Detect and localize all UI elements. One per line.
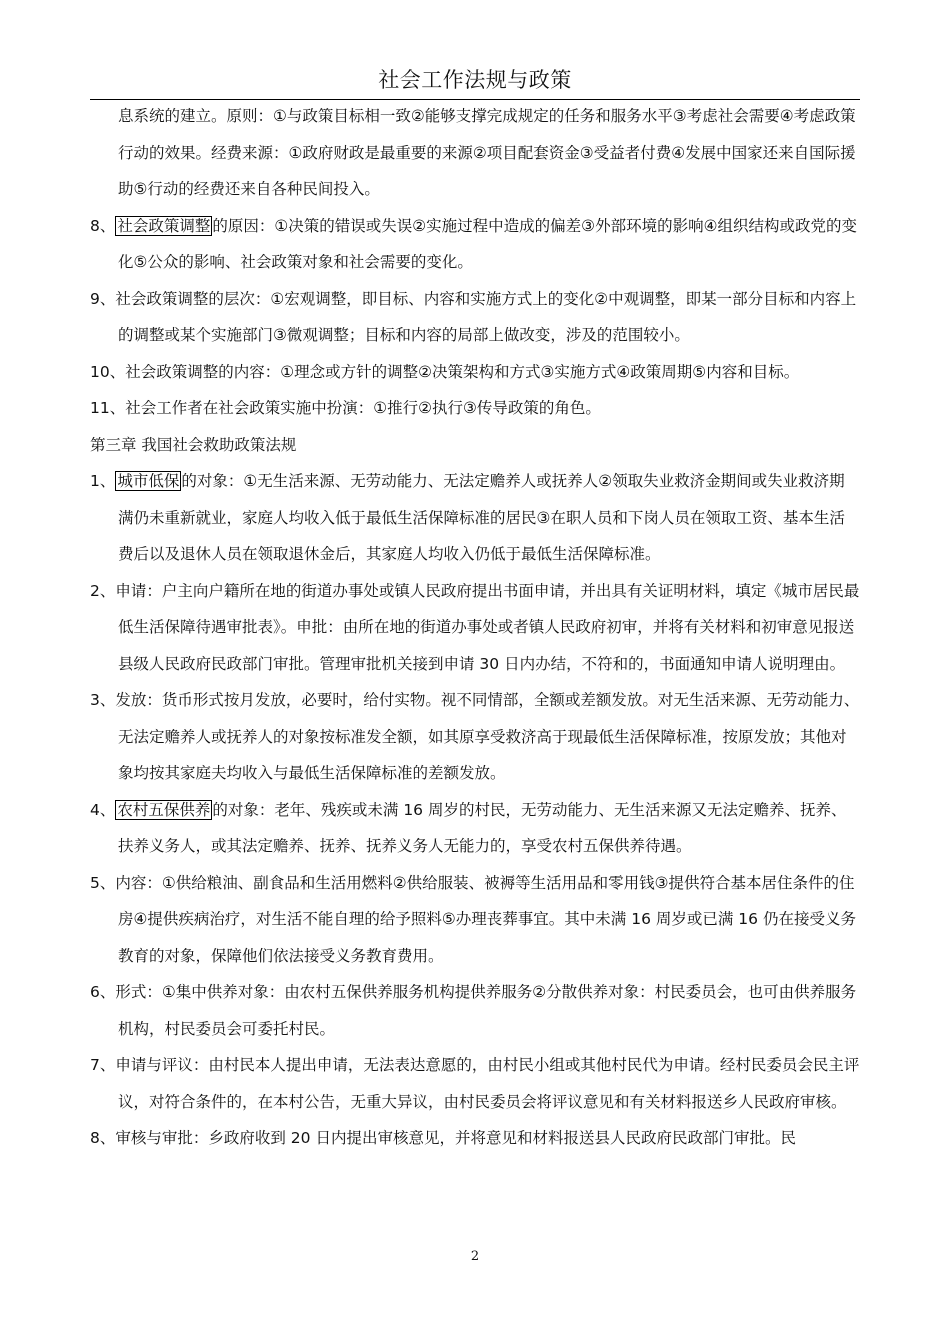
paragraph-continued: 息系统的建立。原则：①与政策目标相一致②能够支撑完成规定的任务和服务水平③考虑社会需要④考虑政策行动的效果。经费来源：①政府财政是最重要的来源②项目配套资金③受益者付费④发展中国家还来自国际援助⑤行动的经费还来自各种民间投入。	[118, 107, 856, 198]
item-8-policy-adjustment-reasons	[90, 208, 860, 281]
item-5-content: 5、内容：①供给粮油、副食品和生活用燃料②供给服装、被褥等生活用品和零用钱③提供符合基本居住条件的住房④提供疾病治疗，对生活不能自理的给予照料⑤办理丧葬事宜。其中未满 16 周岁或已满 16 仍在接受义务教育的对象，保障他们依法接受义务教育费用。	[90, 873, 856, 965]
item-text: 的原因：①决策的错误或失误②实施过程中造成的偏差③外部环境的影响④组织结构或政党的变化⑤公众的影响、社会政策对象和社会需要的变化。	[118, 216, 857, 271]
boxed-term: 农村五保供养	[117, 800, 211, 819]
item-10-adjustment-content: 10、社会政策调整的内容：①理念或方针的调整②决策架构和方式③实施方式④政策周期⑤内容和目标。	[90, 362, 800, 381]
chapter-heading: 第三章 我国社会救助政策法规	[90, 435, 297, 454]
item-6-forms: 6、形式：①集中供养对象：由农村五保供养服务机构提供养服务②分散供养对象：村民委员会，也可由供养服务机构，村民委员会可委托村民。	[90, 983, 857, 1038]
item-3-distribution: 3、发放：货币形式按月发放，必要时，给付实物。视不同情部，全额或差额发放。对无生活来源、无劳动能力、无法定赡养人或抚养人的对象按标准发全额，如其原享受救济高于现最低生活保障标准，按原发放；其他对象均按其家庭夫均收入与最低生活保障标准的差额发放。	[90, 691, 860, 782]
item-4-rural-five-guarantees	[90, 792, 860, 865]
item-2-application: 2、申请：户主向户籍所在地的街道办事处或镇人民政府提出书面申请，并出具有关证明材料，填定《城市居民最低生活保障待遇审批表》。申批：由所在地的街道办事处或者镇人民政府初审，并将有关材料和初审意见报送县级人民政府民政部门审批。管理审批机关接到申请 30 日内办结，不符和的，书面通知申请人说明理由。	[90, 581, 860, 673]
item-11-social-worker-roles: 11、社会工作者在社会政策实施中扮演：①推行②执行③传导政策的角色。	[90, 399, 601, 417]
item-text: 的对象：①无生活来源、无劳动能力、无法定赡养人或抚养人②领取失业救济金期间或失业救济期满仍未重新就业，家庭人均收入低于最低生活保障标准的居民③在职人员和下岗人员在领取工资、基本生活费后以及退休人员在领取退休金后，其家庭人均收入仍低于最低生活保障标准。	[118, 472, 845, 563]
item-9-adjustment-levels: 9、社会政策调整的层次：①宏观调整，即目标、内容和实施方式上的变化②中观调整，即某一部分目标和内容上的调整或某个实施部门③微观调整；目标和内容的局部上做改变，涉及的范围较小。	[90, 289, 857, 344]
item-1-urban-dibao	[90, 463, 860, 573]
item-7-application-review: 7、申请与评议：由村民本人提出申请，无法表达意愿的，由村民小组或其他村民代为申请。经村民委员会民主评议，对符合条件的，在本村公告，无重大异议，由村民委员会将评议意见和有关材料报送乡人民政府审核。	[90, 1056, 860, 1111]
page-header-title: 社会工作法规与政策	[378, 68, 572, 92]
item-text: 的对象：老年、残疾或未满 16 周岁的村民，无劳动能力、无生活来源又无法定赡养、抚养、扶养义务人，或其法定赡养、抚养、抚养义务人无能力的，享受农村五保供养待遇。	[118, 800, 847, 855]
document-body	[90, 98, 860, 1157]
item-number: 8、	[90, 216, 116, 235]
item-8-audit-approval: 8、审核与审批：乡政府收到 20 日内提出审核意见，并将意见和材料报送县人民政府民政部门审批。民	[90, 1129, 796, 1147]
boxed-term: 社会政策调整	[117, 216, 211, 235]
item-number: 4、	[90, 800, 116, 819]
boxed-term: 城市低保	[117, 472, 180, 490]
item-number: 1、	[90, 472, 116, 490]
page-number: 2	[470, 1249, 480, 1264]
